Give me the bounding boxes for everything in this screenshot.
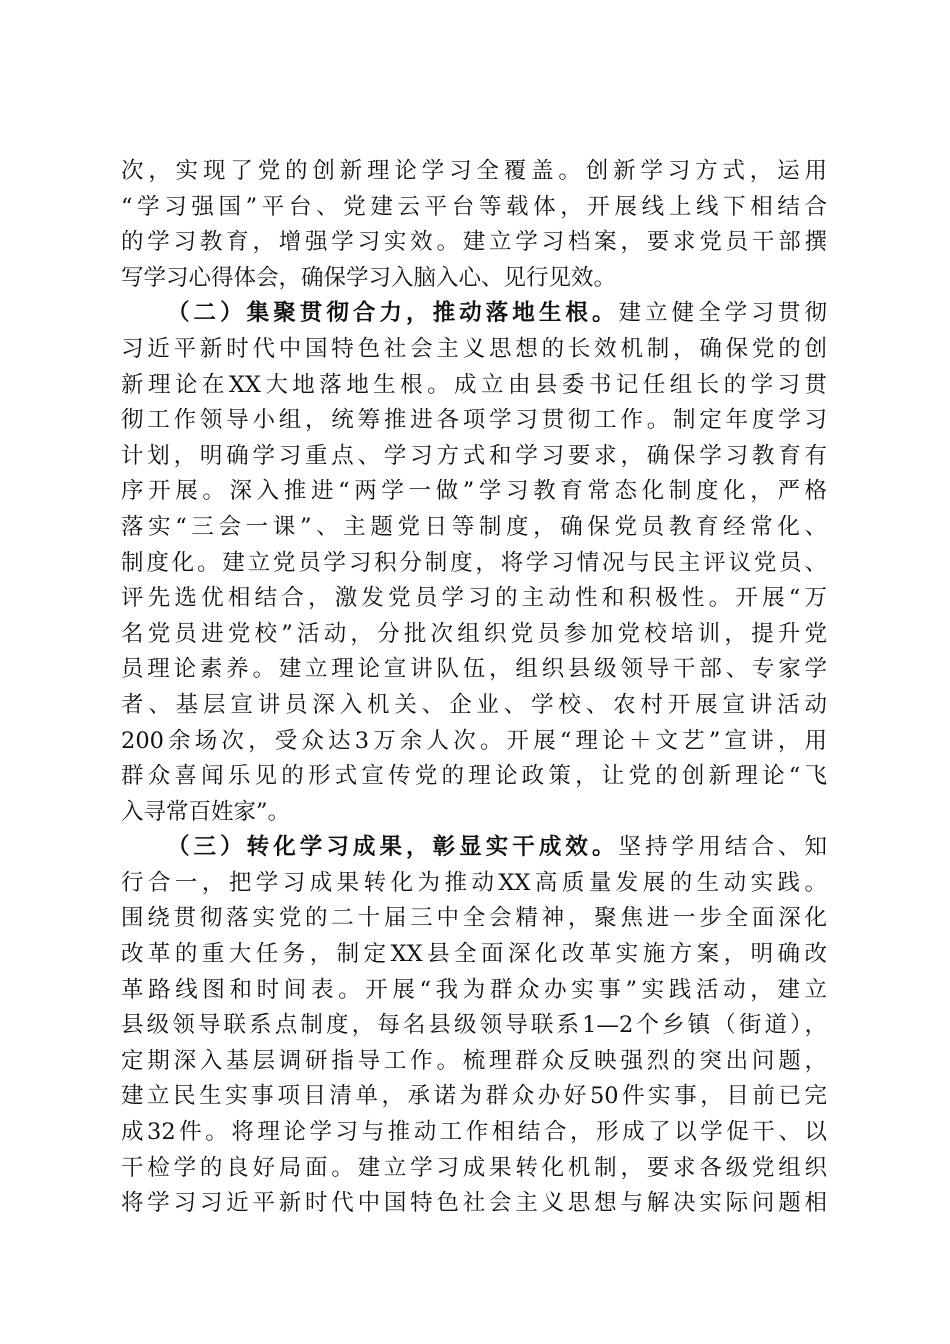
paragraph-3-line: 将学习习近平新时代中国特色社会主义思想与解决实际问题相 (121, 1190, 827, 1217)
paragraph-2-line: 者、基层宣讲员深入机关、企业、学校、农村开展宣讲活动 (121, 691, 827, 718)
paragraph-1-line: 写学习心得体会，确保学习入脑入心、见行见效。 (121, 264, 617, 291)
paragraph-1-line: 的学习教育，增强学习实效。建立学习档案，要求党员干部撰 (121, 229, 827, 256)
paragraph-2-line: 入寻常百姓家”。 (121, 798, 291, 825)
paragraph-1-line: “学习强国”平台、党建云平台等载体，开展线上线下相结合 (121, 193, 827, 220)
section-heading-2: （二）集聚贯彻合力，推动落地生根。 (167, 300, 619, 327)
paragraph-3-line: 革路线图和时间表。开展“我为群众办实事”实践活动，建立 (121, 976, 827, 1003)
paragraph-3-line: 成32件。将理论学习与推动工作相结合，形成了以学促干、以 (121, 1119, 827, 1146)
paragraph-3-line: 县级领导联系点制度，每名县级领导联系1—2个乡镇（街道）， (121, 1012, 827, 1039)
paragraph-2-first-line-text: 建立健全学习贯彻 (618, 300, 827, 327)
section-heading-3: （三）转化学习成果，彰显实干成效。 (167, 834, 619, 861)
paragraph-2-line: 评先选优相结合，激发党员学习的主动性和积极性。开展“万 (121, 585, 827, 612)
paragraph-3-line: 改革的重大任务，制定XX县全面深化改革实施方案，明确改 (121, 941, 827, 968)
paragraph-2-line: 序开展。深入推进“两学一做”学习教育常态化制度化，严格 (121, 478, 827, 505)
paragraph-3-line: 干检学的良好局面。建立学习成果转化机制，要求各级党组织 (121, 1154, 827, 1181)
paragraph-3-line: 定期深入基层调研指导工作。梳理群众反映强烈的突出问题， (121, 1047, 827, 1074)
paragraph-2-line: 制度化。建立党员学习积分制度，将学习情况与民主评议党员、 (121, 549, 827, 576)
paragraph-2-line: 彻工作领导小组，统筹推进各项学习贯彻工作。制定年度学习 (121, 407, 827, 434)
paragraph-3-first-line-text: 坚持学用结合、知 (618, 834, 827, 861)
paragraph-2-first-line (121, 296, 827, 332)
paragraph-2-line: 计划，明确学习重点、学习方式和学习要求，确保学习教育有 (121, 442, 827, 469)
paragraph-2-line: 员理论素养。建立理论宣讲队伍，组织县级领导干部、专家学 (121, 656, 827, 683)
paragraph-1-line: 次，实现了党的创新理论学习全覆盖。创新学习方式，运用 (121, 158, 827, 184)
paragraph-3-line: 行合一，把学习成果转化为推动XX高质量发展的生动实践。 (121, 869, 827, 896)
paragraph-2-line: 新理论在XX大地落地生根。成立由县委书记任组长的学习贯 (121, 371, 827, 398)
paragraph-2-line: 习近平新时代中国特色社会主义思想的长效机制，确保党的创 (121, 335, 827, 362)
document-body (121, 154, 827, 1222)
paragraph-3-first-line (121, 830, 827, 866)
paragraph-3-line: 围绕贯彻落实党的二十届三中全会精神，聚焦进一步全面深化 (121, 905, 827, 932)
paragraph-2-line: 200余场次，受众达3万余人次。开展“理论＋文艺”宣讲，用 (121, 727, 827, 754)
paragraph-2-line: 落实“三会一课”、主题党日等制度，确保党员教育经常化、 (121, 513, 827, 540)
paragraph-2-line: 群众喜闻乐见的形式宣传党的理论政策，让党的创新理论“飞 (121, 763, 827, 790)
paragraph-3-line: 建立民生实事项目清单，承诺为群众办好50件实事，目前已完 (121, 1083, 827, 1110)
paragraph-2-line: 名党员进党校”活动，分批次组织党员参加党校培训，提升党 (121, 620, 827, 647)
